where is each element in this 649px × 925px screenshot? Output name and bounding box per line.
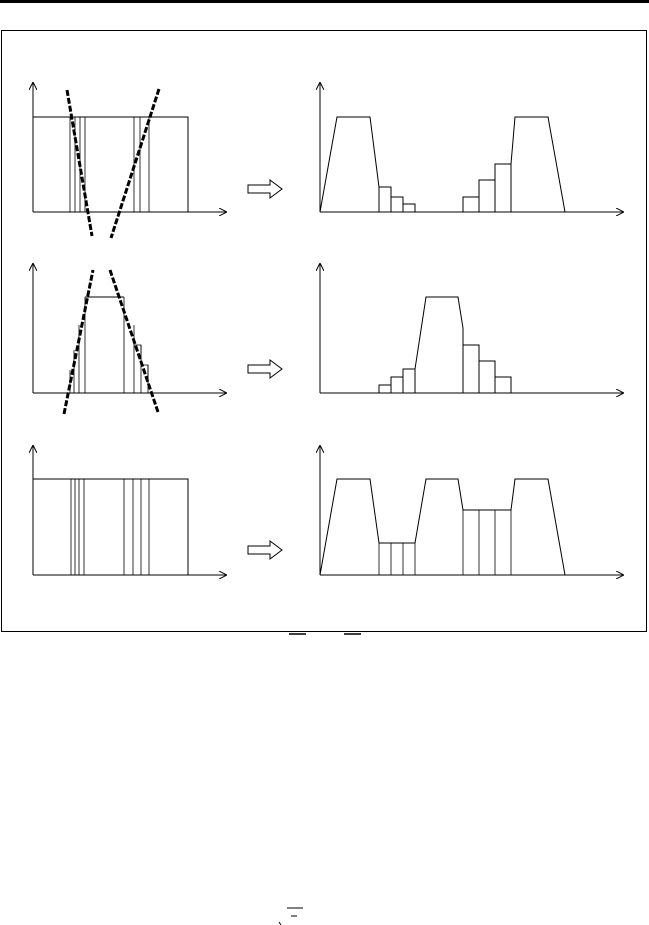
row-1 bbox=[33, 83, 623, 238]
slit-lines bbox=[70, 117, 149, 212]
hollow-right-arrow-icon bbox=[248, 360, 282, 378]
row-3-output-plot bbox=[320, 446, 623, 575]
light-level-outline bbox=[33, 479, 188, 575]
hollow-right-arrow-icon bbox=[248, 541, 282, 559]
dashed-line-left bbox=[67, 90, 92, 236]
dashed-line-right bbox=[111, 89, 159, 238]
row-2 bbox=[33, 264, 623, 414]
row-3 bbox=[33, 446, 623, 575]
output-steps bbox=[379, 164, 511, 212]
output-profile-right bbox=[511, 117, 565, 212]
light-level-outline bbox=[33, 117, 188, 212]
slit-lines bbox=[71, 479, 149, 575]
row-1-input-plot bbox=[33, 83, 226, 238]
formula-fragment bbox=[279, 908, 303, 925]
hollow-right-arrow-icon bbox=[248, 180, 282, 198]
dashed-line-left bbox=[64, 270, 93, 414]
output-profile bbox=[415, 297, 463, 393]
output-steps bbox=[379, 345, 511, 393]
row-1-output-plot bbox=[320, 83, 623, 212]
row-3-input-plot bbox=[33, 446, 226, 575]
figure-frame bbox=[2, 31, 647, 632]
row-2-output-plot bbox=[320, 264, 623, 393]
output-profile bbox=[320, 479, 565, 575]
output-profile bbox=[320, 117, 379, 212]
row-2-input-plot bbox=[33, 264, 226, 414]
